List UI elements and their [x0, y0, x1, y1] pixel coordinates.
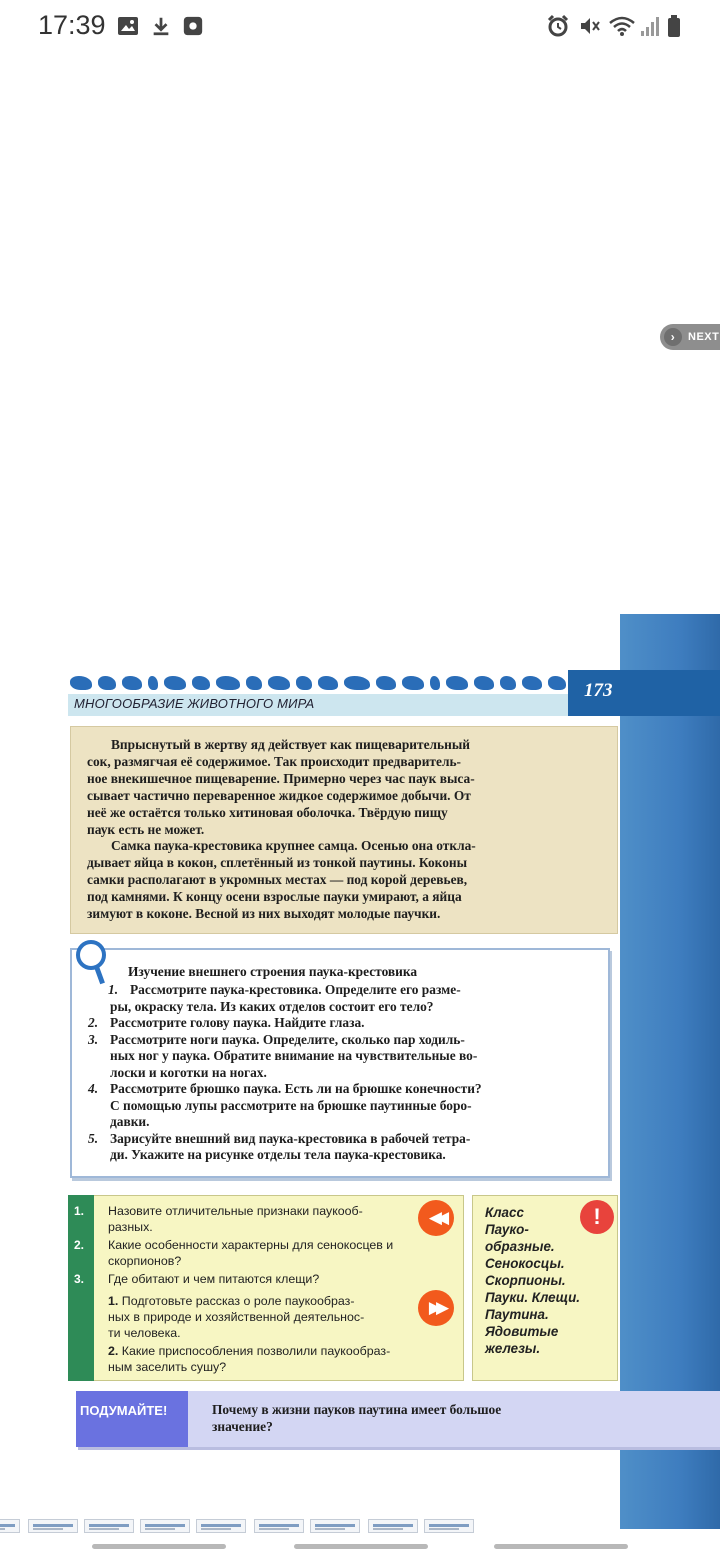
question-text: Какие приспособления позволили паукообраз-	[121, 1344, 391, 1358]
alarm-icon	[546, 14, 570, 38]
page-thumbnail[interactable]	[0, 1519, 20, 1533]
lab-title: Изучение внешнего строения паука-крестовика	[128, 964, 418, 979]
list-item	[88, 982, 596, 999]
question-number: 1.	[74, 1204, 85, 1218]
text-line: неё же остаётся только хитиновая оболочка. Твёрдую пищу	[87, 804, 448, 820]
question-text: ти человека.	[108, 1326, 181, 1340]
text-line: зимуют в коконе. Весной из них выходят молодые паучки.	[87, 906, 441, 922]
list-item	[88, 1048, 596, 1065]
magnifier-icon	[76, 940, 106, 970]
exclamation-icon: !	[580, 1200, 614, 1234]
text-line: сывает частично переваренное жидкое содержимое добычи. От	[87, 787, 471, 803]
status-bar	[0, 0, 720, 52]
key-term: Ядовитые	[485, 1324, 559, 1339]
step-text: давки.	[110, 1114, 150, 1129]
question-number: 2.	[108, 1344, 119, 1358]
list-item	[88, 1131, 596, 1148]
battery-icon	[666, 14, 682, 38]
think-line: Почему в жизни пауков паутина имеет большое	[212, 1402, 502, 1417]
step-number: 3.	[88, 1031, 99, 1047]
text-line: дывает яйца в кокон, сплетённый из тонкой паутины. Коконы	[87, 855, 468, 871]
question-number: 2.	[74, 1238, 85, 1252]
lab-steps	[88, 982, 596, 1164]
key-term: Класс	[485, 1205, 524, 1220]
key-term: образные.	[485, 1239, 555, 1254]
text-line: ное внекишечное пищеварение. Примерно через час паук выса-	[87, 770, 475, 786]
mute-icon	[578, 14, 602, 38]
nav-indicator[interactable]	[494, 1544, 628, 1549]
step-text: Рассмотрите ноги паука. Определите, сколько пар ходиль-	[110, 1031, 465, 1047]
nav-indicator[interactable]	[92, 1544, 226, 1549]
text-line: самки располагают в укромных местах — под корой деревьев,	[87, 872, 468, 888]
page-thumbnail[interactable]	[368, 1519, 418, 1533]
text-line: Впрыснутый в жертву яд действует как пищеварительный	[111, 737, 471, 752]
next-button[interactable]	[660, 324, 720, 350]
step-number: 1.	[108, 982, 119, 997]
list-item	[88, 1015, 596, 1032]
question-text: Какие особенности характерны для сенокосцев и	[108, 1238, 394, 1252]
text-line: под камнями. К концу осени взрослые пауки умирают, а яйца	[87, 889, 462, 905]
wifi-icon	[608, 14, 636, 38]
step-number: 2.	[88, 1015, 99, 1030]
page-thumbnail[interactable]	[254, 1519, 304, 1533]
text-line: сок, размягчая её содержимое. Так происходит предваритель-	[87, 753, 461, 769]
key-term: Пауко-	[485, 1222, 529, 1237]
page-thumbnail[interactable]	[28, 1519, 78, 1533]
question-number: 1.	[108, 1294, 119, 1308]
rewind-icon: ◀◀	[418, 1200, 454, 1236]
step-number: 4.	[88, 1081, 99, 1096]
key-term: Сенокосцы.	[485, 1256, 565, 1271]
step-number: 5.	[88, 1130, 99, 1146]
page-thumbnail[interactable]	[84, 1519, 134, 1533]
download-icon	[150, 14, 172, 38]
list-item	[88, 1032, 596, 1049]
step-text: Рассмотрите брюшко паука. Есть ли на брюшке конечности?	[110, 1081, 482, 1096]
step-text: Рассмотрите голову паука. Найдите глаза.	[110, 1015, 365, 1030]
status-time: 17:39	[38, 10, 106, 40]
key-term: железы.	[485, 1341, 541, 1356]
question-text: скорпионов?	[108, 1254, 182, 1268]
text-line: паук есть не может.	[87, 821, 205, 837]
question-text: ным заселить сушу?	[108, 1360, 227, 1374]
think-line: значение?	[212, 1418, 273, 1434]
think-label: ПОДУМАЙТЕ!	[76, 1391, 188, 1447]
page-number: 173	[584, 680, 613, 701]
question-text: ных в природе и хозяйственной деятельнос-	[108, 1310, 365, 1324]
question-text: Подготовьте рассказ о роле паукообраз-	[121, 1294, 355, 1308]
lab-work-box	[70, 948, 610, 1178]
key-term: Скорпионы.	[485, 1273, 566, 1288]
list-item	[88, 1065, 596, 1082]
book-page	[0, 610, 720, 1535]
page-thumbnail[interactable]	[196, 1519, 246, 1533]
section-title: МНОГООБРАЗИЕ ЖИВОТНОГО МИРА	[74, 696, 315, 711]
fast-forward-icon: ▶▶	[418, 1290, 454, 1326]
signal-icon	[640, 14, 660, 38]
page-thumbnail[interactable]	[140, 1519, 190, 1533]
step-text: Рассмотрите паука-крестовика. Определите его разме-	[130, 982, 461, 997]
text-line: Самка паука-крестовика крупнее самца. Осенью она откла-	[111, 838, 476, 854]
record-icon	[182, 14, 204, 38]
list-item	[88, 999, 596, 1016]
list-item	[88, 1081, 596, 1098]
list-item	[88, 1147, 596, 1164]
animal-silhouettes-decoration	[70, 672, 570, 694]
step-text: ных ног у паука. Обратите внимание на чувствительные во-	[110, 1048, 478, 1063]
main-text-box	[70, 726, 618, 934]
questions-stripe	[68, 1195, 94, 1381]
question-text: Где обитают и чем питаются клещи?	[108, 1272, 320, 1286]
page-thumbnail[interactable]	[424, 1519, 474, 1533]
chevron-right-icon: ›	[664, 328, 682, 346]
image-icon	[116, 14, 140, 38]
list-item	[88, 1098, 596, 1115]
key-term: Паутина.	[485, 1307, 549, 1322]
question-number: 3.	[74, 1272, 85, 1286]
step-text: ди. Укажите на рисунке отделы тела паука-крестовика.	[110, 1147, 446, 1162]
question-text: разных.	[108, 1220, 153, 1234]
step-text: Зарисуйте внешний вид паука-крестовика в рабочей тетра-	[110, 1130, 471, 1146]
page-thumbnail[interactable]	[310, 1519, 360, 1533]
step-text: С помощью лупы рассмотрите на брюшке паутинные боро-	[110, 1097, 472, 1113]
question-text: Назовите отличительные признаки паукооб-	[108, 1204, 363, 1218]
page-thumbnail-strip	[0, 1516, 720, 1536]
key-term: Пауки. Клещи.	[485, 1290, 581, 1305]
step-text: лоски и коготки на ногах.	[110, 1064, 267, 1080]
nav-indicator[interactable]	[294, 1544, 428, 1549]
list-item	[88, 1114, 596, 1131]
step-text: ры, окраску тела. Из каких отделов состоит его тело?	[110, 998, 434, 1014]
next-button-label: NEXT	[688, 331, 720, 343]
think-question	[212, 1402, 642, 1435]
